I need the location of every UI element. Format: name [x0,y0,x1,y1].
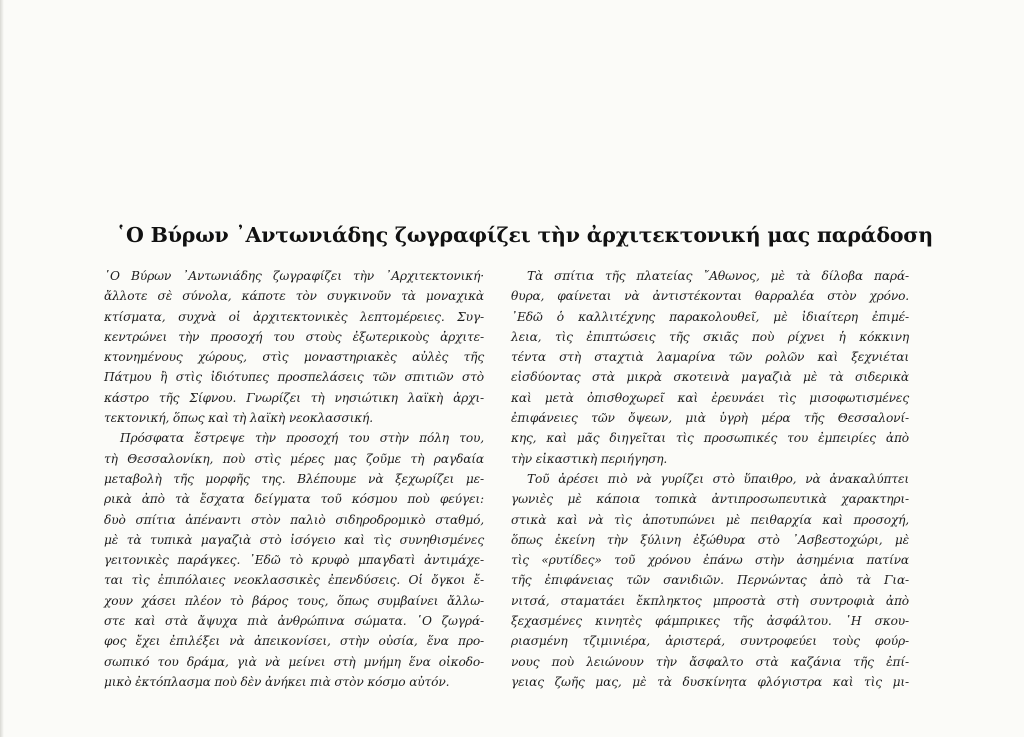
text-line: μεταβολὴ τῆς μορφῆς της. Βλέπουμε νὰ ξεχωρίζει με- [104,471,484,486]
text-line: κτονημένους χώρους, στὶς μοναστηριακὲς αὐλὲς τῆς [104,350,484,365]
text-line: Πρόσφατα ἔστρεψε τὴν προσοχή του στὴν πόλη του, [120,431,484,446]
text-line: ἄλλοτε σὲ σύνολα, κάποτε τὸν συγκινοῦν τὰ μοναχικὰ [104,289,484,304]
text-line: τὶς «ρυτίδες» τοῦ χρόνου ἐπάνω στὴν ἀσημένια πατίνα [511,553,909,568]
right-column [511,266,909,692]
text-line: Τὰ σπίτια τῆς πλατείας ῎Αθωνος, μὲ τὰ δίλοβα παρά- [527,269,909,283]
text-line: τέντα στὴ σταχτιὰ λαμαρίνα τῶν ρολῶν καὶ ξεχνιέται [511,350,909,365]
text-line: μὲ τὰ τυπικὰ μαγαζιὰ στὸ ἰσόγειο καὶ τὶς συνηθισμένες [104,532,484,547]
text-line: κεντρώνει τὴν προσοχή του στοὺς ἐξωτερικοὺς ἀρχιτε- [104,329,484,344]
text-line: ᾿Εδῶ ὁ καλλιτέχνης παρακολουθεῖ, μὲ ἰδιαίτερη ἐπιμέ- [511,309,909,324]
text-line: μικὸ ἐκτόπλασμα ποὺ δὲν ἀνήκει πιὰ στὸν κόσμο αὐτόν. [104,674,450,689]
text-line: ται τὶς ἐπιπόλαιες νεοκλασσικὲς ἐπενδύσεις. Οἱ ὄγκοι ἔ- [104,573,484,588]
text-line: ξεχασμένες κινητὲς φάμπρικες τῆς ἀσφάλτου. ῾Η σκου- [511,614,909,629]
left-column [104,266,484,692]
text-line: τὴ Θεσσαλονίκη, ποὺ στὶς μέρες μας ζοῦμε τὴ ραγδαία [104,451,484,466]
text-line: τεκτονική, ὅπως καὶ τὴ λαϊκὴ νεοκλασσική. [104,411,373,426]
text-line: δυὸ σπίτια ἀπέναντι στὸν παλιὸ σιδηροδρομικὸ σταθμό, [104,512,484,527]
text-line: γειτονικὲς παράγκες. ᾿Εδῶ τὸ κρυφὸ μπαγδατὶ ἀντιμάχε- [104,553,484,568]
text-line: Τοῦ ἀρέσει πιὸ νὰ γυρίζει στὸ ὕπαιθρο, νὰ ἀνακαλύπτει [527,471,909,486]
text-line: γωνιὲς μὲ κάποια τοπικὰ ἀντιπροσωπευτικὰ χαρακτηρι- [511,492,909,507]
text-line: σωπικό του δράμα, γιὰ νὰ μείνει στὴ μνήμη ἕνα οἰκοδο- [104,654,484,669]
text-line: φος ἔχει ἐπιλέξει νὰ ἀπεικονίσει, στὴν οὐσία, ἕνα προ- [104,634,484,649]
text-line: Πάτμου ἢ στὶς ἰδιότυπες προσπελάσεις τῶν σπιτιῶν στὸ [104,370,484,385]
text-line: κτίσματα, συχνὰ οἱ ἀρχιτεκτονικὲς λεπτομέρειες. Συγ- [104,309,484,324]
text-line: ῾Ο Βύρων ᾿Αντωνιάδης ζωγραφίζει τὴν ᾿Αρχιτεκτονική· [104,269,484,283]
text-line: γειας ζωῆς μας, μὲ τὰ δυσκίνητα φλόγιστρα καὶ τὶς μι- [511,674,909,689]
text-line: ὅπως ἐκείνη τὴν ξύλινη ἐξώθυρα στὸ ᾿Ασβεστοχώρι, μὲ [511,532,909,547]
text-line: ρικὰ ἀπὸ τὰ ἔσχατα δείγματα τοῦ κόσμου ποὺ φεύγει: [104,492,484,507]
text-line: κάστρο τῆς Σίφνου. Γνωρίζει τὴ νησιώτικη λαϊκὴ ἀρχι- [104,390,484,405]
text-line: νιτσά, σταματάει ἔκπληκτος μπροστὰ στὴ συντροφιὰ ἀπὸ [511,593,909,608]
text-line: κης, καὶ μᾶς διηγεῖται τὶς προσωπικές του ἐμπειρίες ἀπὸ [511,431,909,446]
text-line: θυρα, φαίνεται νὰ ἀντιστέκονται θαρραλέα στὸν χρόνο. [511,289,909,304]
text-line: τὴν εἰκαστικὴ περιήγηση. [511,451,668,466]
text-line: χουν χάσει πλέον τὸ βάρος τους, ὅπως συμβαίνει ἄλλω- [104,593,484,608]
text-line: ριασμένη τζιμινιέρα, ἀριστερά, συντροφεύει τοὺς φούρ- [511,634,909,649]
text-line: νους ποὺ λειώνουν τὴν ἄσφαλτο στὰ καζάνια τῆς ἐπί- [511,654,909,669]
text-line: καὶ μετὰ ὀπισθοχωρεῖ καὶ ἐρευνάει τὶς μισοφωτισμένες [511,390,909,405]
text-line: τῆς ἐπιφάνειας τῶν σανιδιῶν. Περνώντας ἀπὸ τὰ Για- [511,573,909,588]
text-line: ἐπιφάνειες τῶν ὄψεων, μιὰ ὑγρὴ μέρα τῆς Θεσσαλονί- [511,411,909,426]
text-line: λεια, τὶς ἐπιπτώσεις τῆς σκιᾶς ποὺ ρίχνει ἡ κόκκινη [511,329,909,344]
page-edge-shadow [0,0,4,737]
article-title: ῾Ο Βύρων ᾿Αντωνιάδης ζωγραφίζει τὴν ἀρχιτεκτονική μας παράδοση [116,223,933,247]
text-line: στε καὶ στὰ ἄψυχα πιὰ ἀνθρώπινα σώματα. ῾Ο ζωγρά- [104,614,484,629]
text-line: στικὰ καὶ νὰ τὶς ἀποτυπώνει μὲ πειθαρχία καὶ προσοχή, [511,512,909,527]
text-line: εἰσδύοντας στὰ μικρὰ σκοτεινὰ μαγαζιὰ μὲ τὰ σιδερικὰ [511,370,909,385]
